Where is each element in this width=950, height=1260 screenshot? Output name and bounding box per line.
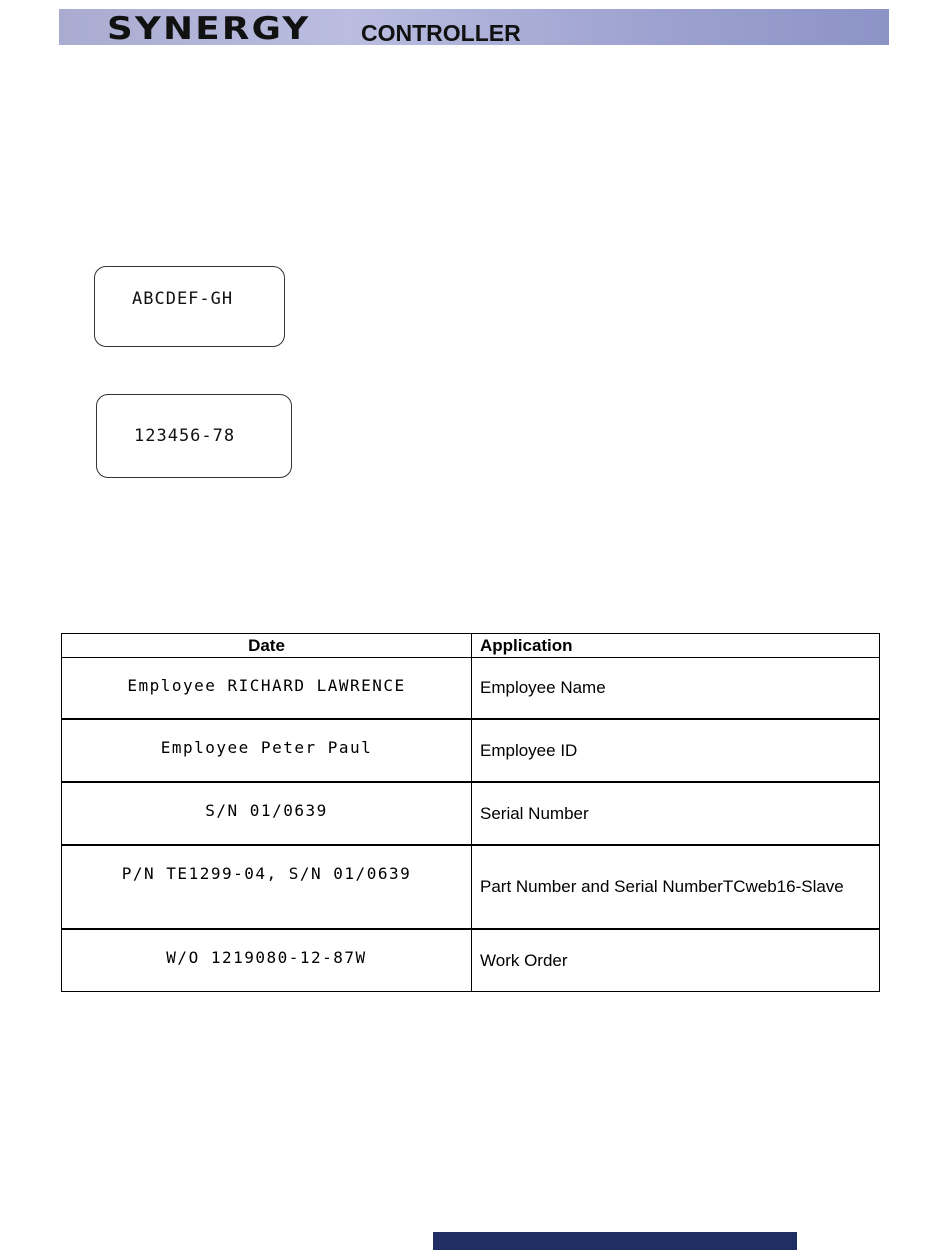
column-header-application: Application bbox=[472, 634, 880, 658]
table-row bbox=[62, 845, 880, 929]
application-cell: Serial Number bbox=[472, 782, 880, 845]
table-header-row bbox=[62, 634, 880, 658]
lcd-display-text: ABCDEF-GH bbox=[132, 289, 234, 309]
brand-subtitle: CONTROLLER bbox=[361, 20, 521, 45]
application-cell: Part Number and Serial NumberTCweb16-Slave bbox=[472, 845, 880, 929]
display-cell: Employee RICHARD LAWRENCE bbox=[62, 658, 472, 719]
table-row bbox=[62, 719, 880, 782]
header-banner bbox=[59, 9, 889, 45]
application-cell: Work Order bbox=[472, 929, 880, 992]
lcd-display-example-2 bbox=[96, 394, 292, 478]
table-row bbox=[62, 782, 880, 845]
table-row bbox=[62, 929, 880, 992]
display-cell: W/O 1219080-12-87W bbox=[62, 929, 472, 992]
column-header-date: Date bbox=[62, 634, 472, 658]
display-cell: S/N 01/0639 bbox=[62, 782, 472, 845]
display-cell: Employee Peter Paul bbox=[62, 719, 472, 782]
table-row bbox=[62, 658, 880, 719]
display-application-table bbox=[61, 633, 880, 992]
footer-bar bbox=[433, 1232, 797, 1250]
display-cell: P/N TE1299-04, S/N 01/0639 bbox=[62, 845, 472, 929]
lcd-display-example-1 bbox=[94, 266, 285, 347]
lcd-display-text: 123456-78 bbox=[134, 426, 236, 446]
application-cell: Employee Name bbox=[472, 658, 880, 719]
brand-logo-text: SYNERGY bbox=[107, 11, 311, 45]
application-cell: Employee ID bbox=[472, 719, 880, 782]
